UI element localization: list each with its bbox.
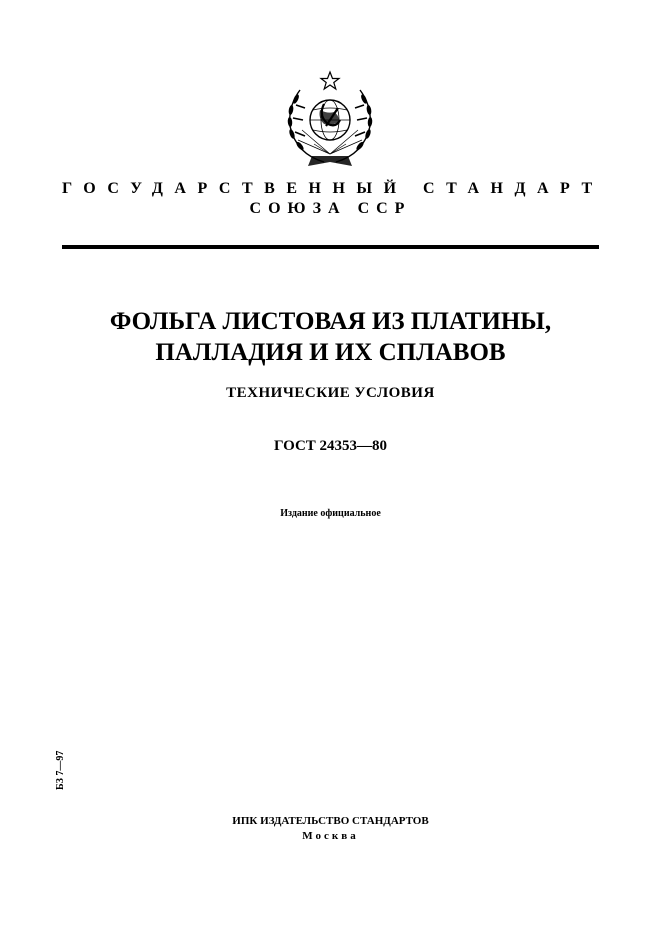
document-title xyxy=(0,306,661,368)
publisher-city: Москва xyxy=(302,830,359,842)
document-subtitle: ТЕХНИЧЕСКИЕ УСЛОВИЯ xyxy=(226,385,435,401)
header-divider xyxy=(62,245,599,249)
header-ussr: СОЮЗА ССР xyxy=(249,200,412,217)
edition-label: Издание официальное xyxy=(280,508,381,519)
header-state-standard: ГОСУДАРСТВЕННЫЙ СТАНДАРТ xyxy=(62,180,604,197)
title-line-2: ПАЛЛАДИЯ И ИХ СПЛАВОВ xyxy=(155,339,506,366)
ussr-emblem-icon xyxy=(278,70,382,172)
title-line-1: ФОЛЬГА ЛИСТОВАЯ ИЗ ПЛАТИНЫ, xyxy=(109,308,552,335)
publisher-name: ИПК ИЗДАТЕЛЬСТВО СТАНДАРТОВ xyxy=(232,815,429,827)
side-code-label: БЗ 7—97 xyxy=(55,750,66,790)
standard-number: ГОСТ 24353—80 xyxy=(273,438,388,454)
